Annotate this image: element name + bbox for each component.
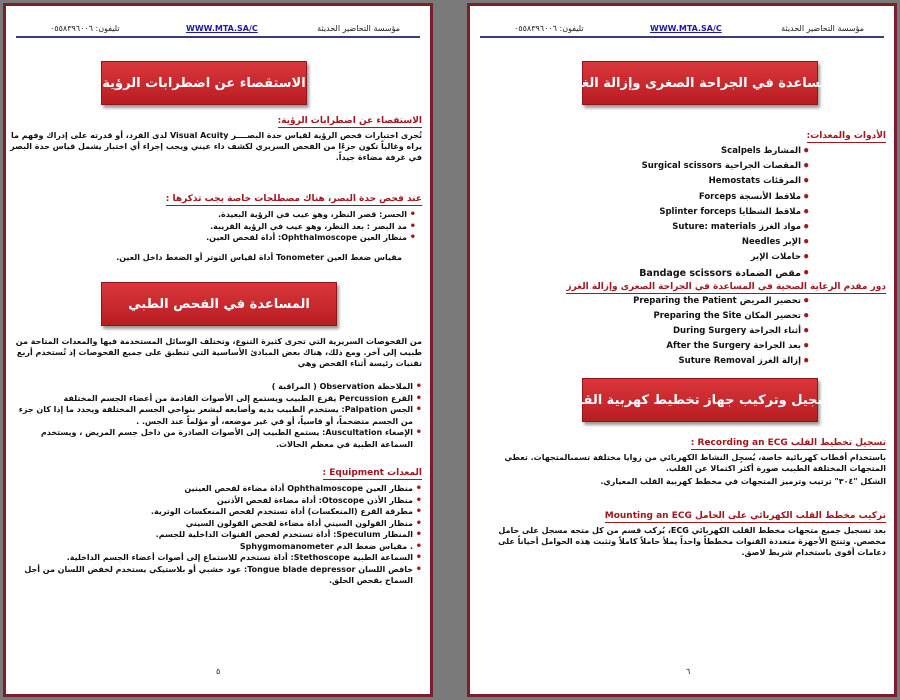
- vision-paragraph: تُجرى اختبارات فحص الرؤية لقياس حدة البصــــر Visual Acuity لدى الفرد، أو قدرته على إدراك وفهم ما يراه وغالباً تكون جزءًا من الفحص السريري لكشف داء عيني ويجب إجراء أي اختبار يشمل قياس حدة البصر في غرفة مضاءة جيداً.: [10, 131, 422, 162]
- list-item: • منظار العين Ophthalmoscope أداة مضاءة لفحص العينين: [12, 483, 422, 495]
- list-item: • ملاقط الأنسجة Forceps: [610, 190, 810, 205]
- page-number: ٦: [686, 667, 691, 676]
- list-item: • حاملات الإبر: [610, 250, 810, 265]
- tools-heading: الأدوات والمعدات:: [806, 131, 886, 141]
- header-phone: تليفون: ٠٥٥٨٣٩٦٠٠٦: [514, 24, 584, 33]
- header-website-link[interactable]: WWW.MTA.SA/C: [186, 24, 258, 33]
- tonometer-line: مقياس ضغط العين Tonometer أداة لقياس التوتر أو الضغط داخل العين.: [116, 253, 402, 262]
- ecg-banner: تسجيل وتركيب جهاز تخطيط كهربية القلب: [582, 378, 818, 422]
- list-item: • المنظار Speculum: أداة تستخدم لفحص القنوات الداخلية للجسم.: [12, 529, 422, 541]
- tools-list: [610, 144, 810, 281]
- list-item: • المرقئات Hemostats: [610, 174, 810, 189]
- list-item: • الإبر Needles: [610, 235, 810, 250]
- list-item: • أثناء الجراحة During Surgery: [610, 324, 810, 339]
- recording-ecg-heading: تسجيل تخطيط القلب Recording an ECG :: [690, 438, 886, 448]
- list-item: • الحسر: قصر النظر، وهو عيب في الرؤية البعيدة.: [36, 209, 416, 221]
- page-5: [3, 3, 433, 697]
- minor-surgery-banner: المساعدة في الجراحة الصغرى وإزالة الغرز.: [582, 61, 818, 105]
- equipment-heading: المعدات Equipment :: [322, 468, 422, 478]
- header-organization: مؤسسة التحاضير الحديثة: [317, 24, 400, 33]
- header-phone: تليفون: ٠٥٥٨٣٩٦٠٠٦: [50, 24, 120, 33]
- mounting-ecg-paragraph: بعد تسجيل جميع متجهات مخطط القلب الكهربائي ECG، يُركب قسم من كل متجه مسجل على حامل مخصص. وتنتج الأجهزة متعددة القنوات مخططاً واحداً يملأ حاملاً كاملاً وتثبت هذه الحوامل أحياناً على دعامات أقوى باستخدام شريط لاصق.: [498, 526, 886, 557]
- steps-list: [610, 294, 810, 369]
- list-item: • السماعة الطبية Stethoscope: أداة تستخدم للاستماع إلى أصوات أعضاء الجسم الداخلية.: [12, 552, 422, 564]
- list-item: • تحضير المكان Preparing the Site: [610, 309, 810, 324]
- list-item: • المقصات الجراحية Surgical scissors: [610, 159, 810, 174]
- exam-intro-paragraph: من الفحوصات السريرية التي تجرى كثيرة التنوع، وتختلف الوسائل المستخدمة فيها والمعدات المتاحة من طبيب إلى آخر. ومع ذلك، هناك بعض المبادئ الأساسية التي تنطبق على جميع الفحوصات إذ تُستخدم أربع تقنيات رئيسة أثناء الفحص وهي: [15, 337, 422, 368]
- header-website-link[interactable]: WWW.MTA.SA/C: [650, 24, 722, 33]
- list-item: • مد البصر : بعد النظر، وهو عيب في الرؤية القريبة.: [36, 221, 416, 233]
- list-item: • الإصغاء Auscultation: يستمع الطبيب إلى الأصوات الصادرة من داخل جسم المريض ، ويستخدم السماعة الطبية في معظم الحالات.: [12, 427, 422, 450]
- list-item: • بعد الجراحة After the Surgery: [610, 339, 810, 354]
- list-item: • المشارط Scalpels: [610, 144, 810, 159]
- list-item: • مواد الغرز Suture: materials: [610, 220, 810, 235]
- list-item: • تحضير المريض Preparing the Patient: [610, 294, 810, 309]
- vision-disorders-banner: الاستقصاء عن اضطرابات الرؤية: [101, 61, 307, 105]
- list-item: • مقص الضمادة Bandage scissors: [610, 266, 810, 281]
- page-number: ٥: [216, 667, 221, 676]
- list-item: • إزالة الغرز Suture Removal: [610, 354, 810, 369]
- list-item: • . مقياس ضغط الدم Sphygmomanometer: [12, 541, 422, 553]
- recording-ecg-paragraph: باستخدام أقطاب كهربائية خاصة، يُسجِل النشاط الكهربائي من زوايا مختلفة تسمىالمتجهات. تعطي المتجهات المختلفة الطبيب صورة أكثر اكتمالا عن القلب.: [504, 453, 886, 473]
- equipment-list: [12, 483, 422, 587]
- list-item: • الملاحظة Observation ( المراقبة ): [12, 381, 422, 393]
- medical-exam-banner: المساعدة في الفحص الطبي: [101, 282, 337, 326]
- techniques-list: [12, 381, 422, 450]
- list-item: • منظار العين Ophthalmoscope: أداة لفحص العين.: [36, 232, 416, 244]
- terms-list: [36, 209, 416, 244]
- vision-heading: الاستقصاء عن اضطرابات الرؤية:: [277, 116, 422, 126]
- ecg-figure-caption: الشكل "٣٠٤" ترتيب وترميز المتجهات في مخطط كهربية القلب المعياري.: [600, 477, 886, 486]
- terms-heading: عند فحص حدة البصر، هناك مصطلحات خاصة يجب تذكرها :: [165, 194, 422, 204]
- list-item: • القرع Percussion يقرع الطبيب ويستمع إلى الأصوات القادمة من أعضاء الجسم المختلفة: [12, 393, 422, 405]
- list-item: • منظار الأذن Otoscope: أداة مضاءة لفحص الأذنين: [12, 495, 422, 507]
- page-header: [16, 16, 420, 38]
- list-item: • خافض اللسان Tongue blade depressor: عود خشبي أو بلاستيكي يستخدم لخفض اللسان من أجل السماح بفحص الحلق.: [12, 564, 422, 587]
- page-header: [480, 16, 884, 38]
- page-6: [467, 3, 897, 697]
- role-heading: دور مقدم الرعاية الصحية في المساعدة في الجراحة الصغرى وإزالة الغرز: [566, 282, 886, 292]
- list-item: • ملاقط الشظايا Splinter forceps: [610, 205, 810, 220]
- list-item: • الجس Palpation: يستخدم الطبيب يديه وأصابعه ليشعر بنواحي الجسم المختلفة ويحدد ما إذا كان جزء من الجسم متضخماً، أو قاسياً، أو في غير موضعه، أو مؤلماً عند الجس. .: [12, 404, 422, 427]
- header-organization: مؤسسة التحاضير الحديثة: [781, 24, 864, 33]
- mounting-ecg-heading: تركيب مخطط القلب الكهربائي على الحامل Mounting an ECG: [604, 511, 886, 521]
- list-item: • مطرقة القرع (المنعكسات) أداة تستخدم لفحص المنعكسات الوترية.: [12, 506, 422, 518]
- list-item: • منظار القولون السيني أداة مضاءة لفحص القولون السيني: [12, 518, 422, 530]
